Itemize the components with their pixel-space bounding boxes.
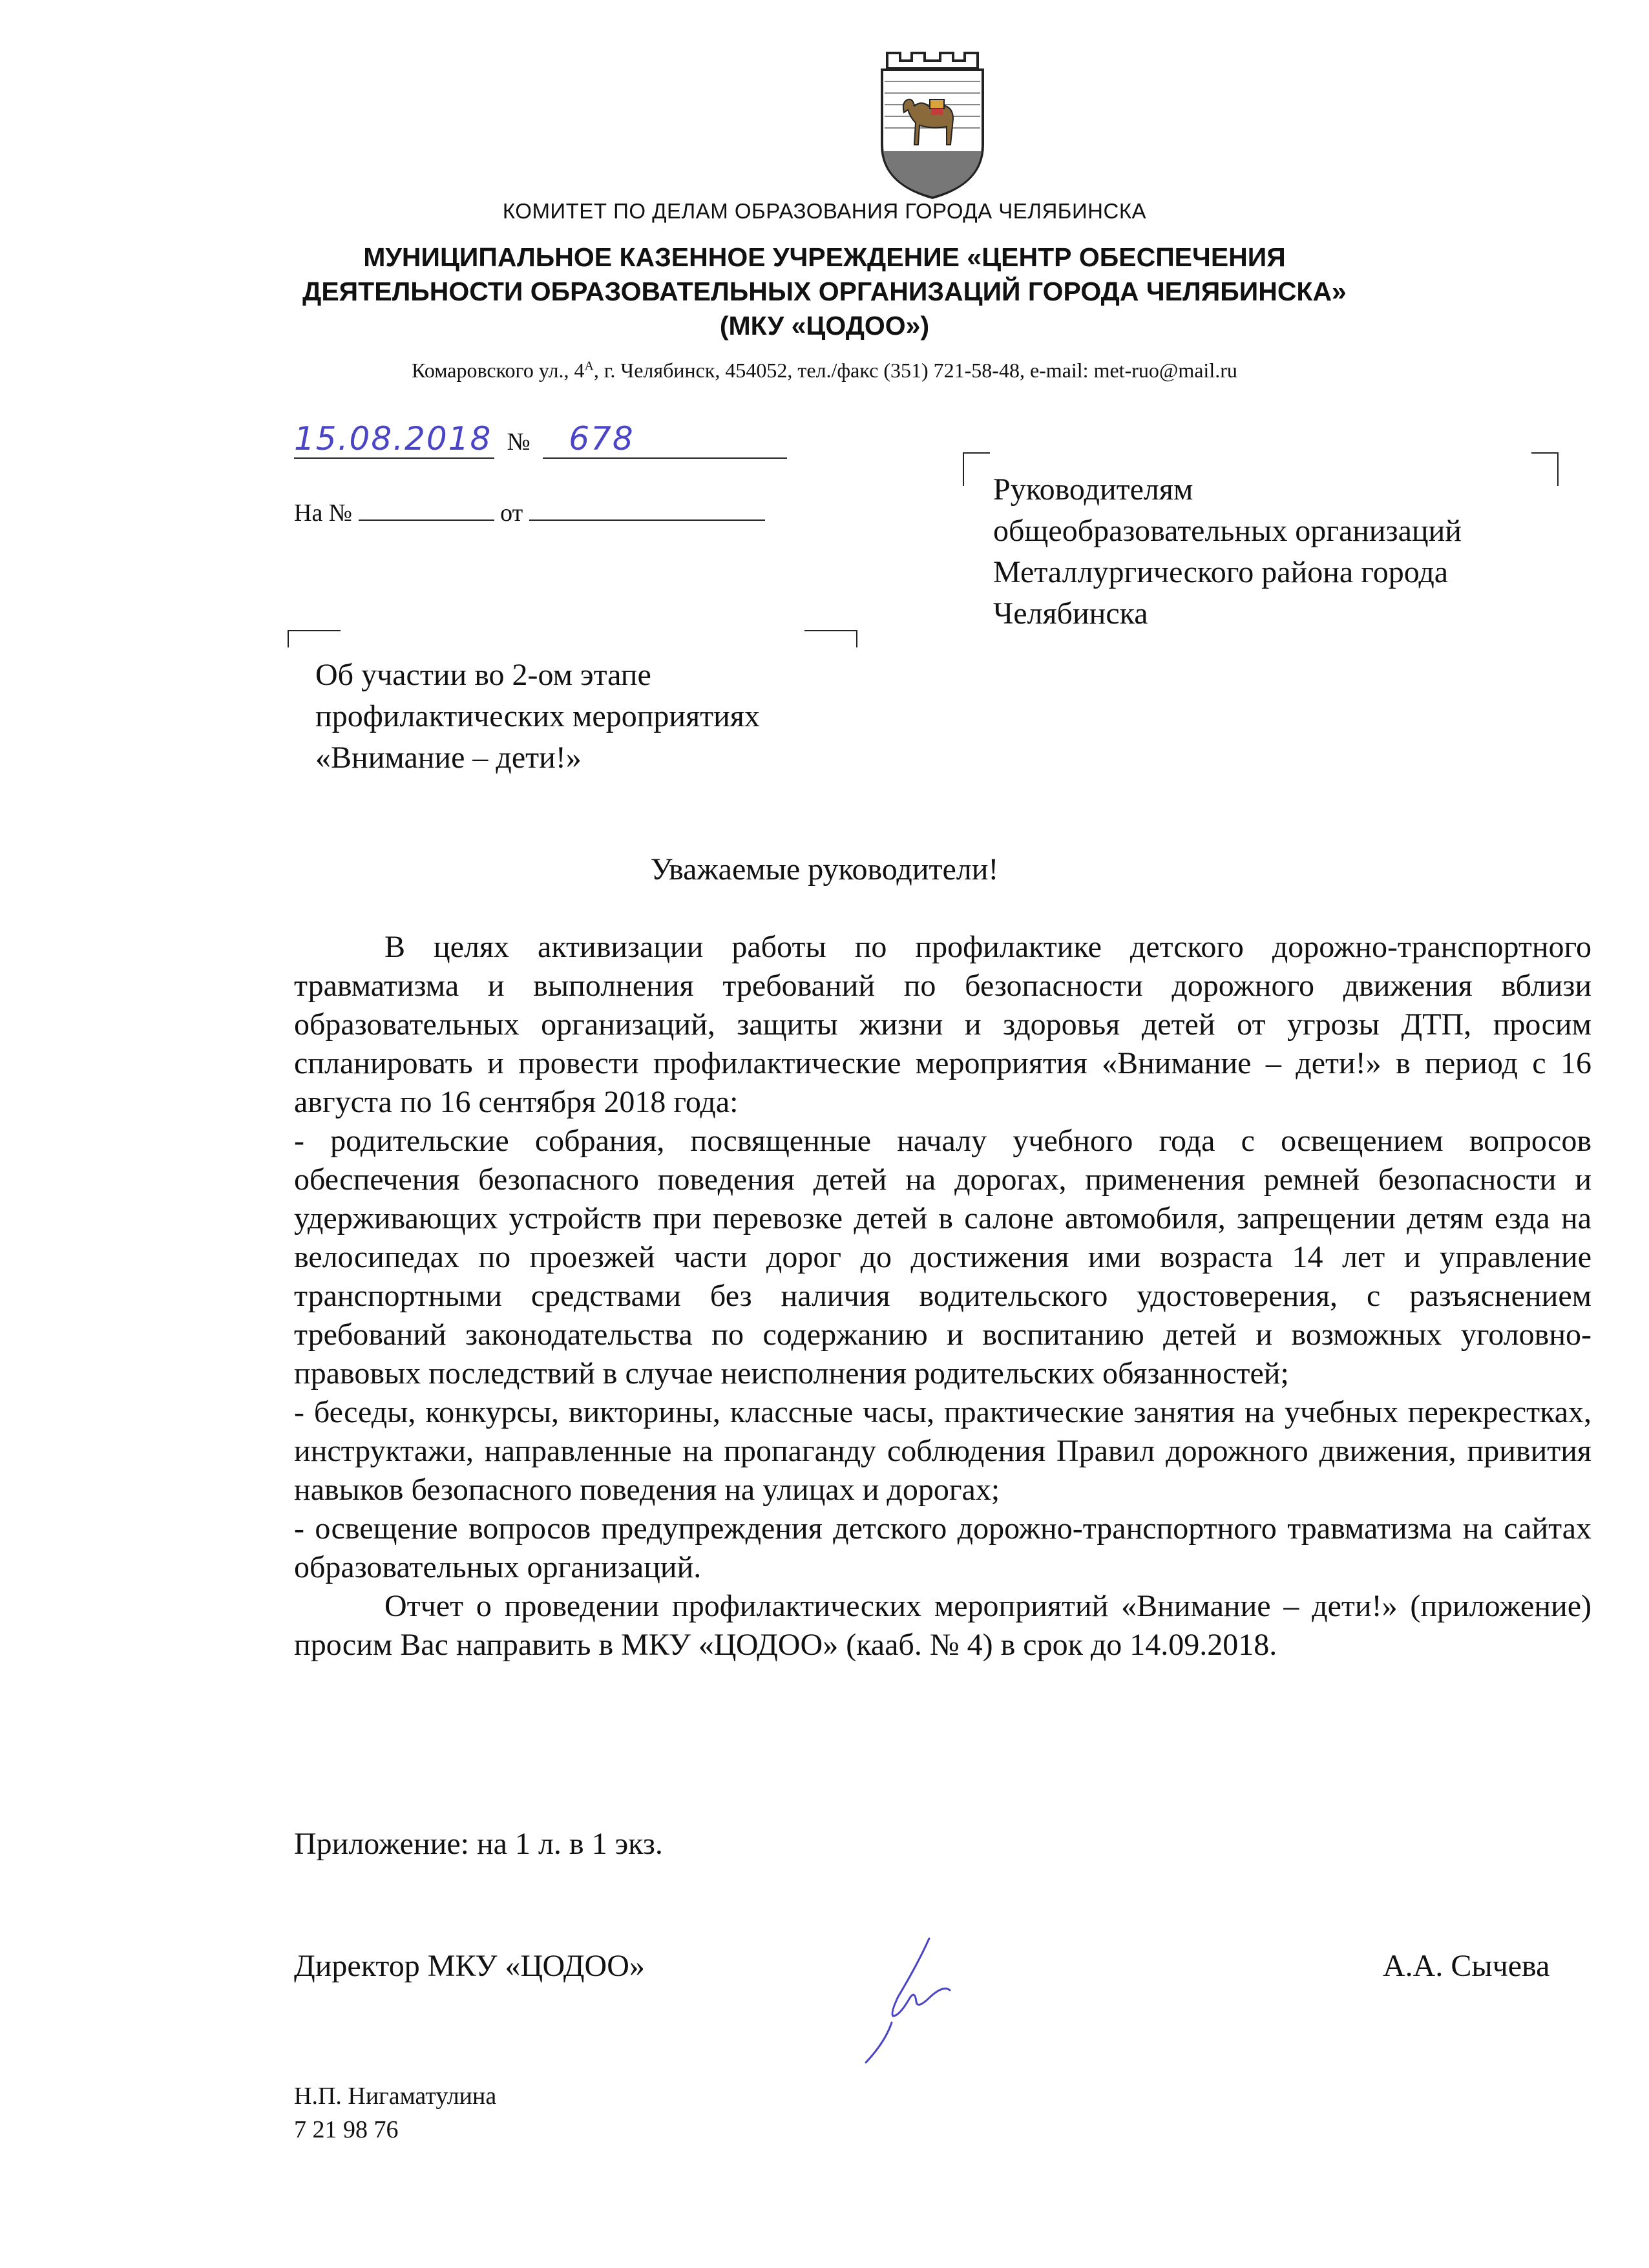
subject-line2: профилактических мероприятиях <box>315 699 760 733</box>
director-name: А.А. Сычева <box>1383 1949 1550 1983</box>
body-paragraph-1: В целях активизации работы по профилактике детского дорожно-транспортного травматизма и выполнения требований по безопасности дорожного движения вблизи образовательных организаций, защиты жизни и здоровья детей от угрозы ДТП, просим спланировать и провести профилактические мероприятия «Внимание – дети!» в период с 16 августа по 16 сентября 2018 года: <box>294 930 1591 1119</box>
body-paragraph-4: - освещение вопросов предупреждения детского дорожно-транспортного травматизма на сайтах образовательных организаций. <box>294 1511 1591 1584</box>
handwritten-signature <box>853 1926 976 2068</box>
subject-corner-right <box>804 630 857 647</box>
org-name-line3: (МКУ «ЦОДОО») <box>719 311 930 341</box>
reference-line <box>294 499 765 527</box>
attachment-note: Приложение: на 1 л. в 1 экз. <box>294 1827 663 1861</box>
executor-name: Н.П. Нигаматулина <box>294 2083 497 2110</box>
address-street: Комаровского ул., 4 <box>412 359 585 382</box>
addressee-corner-left <box>963 452 990 486</box>
letter-body <box>294 928 1591 1664</box>
executor-phone: 7 21 98 76 <box>294 2116 399 2143</box>
registration-number: 678 <box>569 420 635 457</box>
subject-line1: Об участии во 2-ом этапе <box>315 658 651 692</box>
addressee-line1: Руководителям <box>993 472 1193 507</box>
ref-from-label: от <box>500 499 523 527</box>
body-paragraph-5: Отчет о проведении профилактических мероприятий «Внимание – дети!» (приложение) просим Вас направить в МКУ «ЦОДОО» (кааб. № 4) в срок до 14.09.2018. <box>294 1589 1591 1662</box>
body-paragraph-2: - родительские собрания, посвященные началу учебного года с освещением вопросов обеспечения безопасного поведения детей на дорогах, применения ремней безопасности и удерживающих устройств при перевозке детей в салоне автомобиля, запрещении детям езда на велосипедах по проезжей части дорог до достижения ими возраста 14 лет и управление транспортными средствами без наличия водительского удостоверения, с разъяснением требований законодательства по содержанию и воспитанию детей и возможных уголовно-правовых последствий в случае неисполнения родительских обязанностей; <box>294 1124 1591 1391</box>
subject-block <box>315 655 760 779</box>
addressee-line2: общеобразовательных организаций <box>993 514 1462 548</box>
registration-date: 15.08.2018 <box>294 420 492 457</box>
subject-corner-left <box>288 630 341 647</box>
org-name-line1: МУНИЦИПАЛЬНОЕ КАЗЕННОЕ УЧРЕЖДЕНИЕ «ЦЕНТР ОБЕСПЕЧЕНИЯ <box>363 242 1286 272</box>
address-rest: , г. Челябинск, 454052, тел./факс (351) 721-58-48, e-mail: met-ruo@mail.ru <box>593 359 1237 382</box>
director-position: Директор МКУ «ЦОДОО» <box>294 1949 645 1983</box>
salutation: Уважаемые руководители! <box>650 852 999 887</box>
executor-block <box>294 2079 496 2147</box>
addressee-corner-right <box>1531 452 1559 486</box>
registration-line <box>294 420 787 459</box>
body-paragraph-3: - беседы, конкурсы, викторины, классные часы, практические занятия на учебных перекрестках, инструктажи, направленные на пропаганду соблюдения Правил дорожного движения, привития навыков безопасного поведения на улицах и дорогах; <box>294 1395 1591 1507</box>
addressee-block <box>993 469 1462 635</box>
org-address <box>0 359 1649 383</box>
org-name-line2: ДЕЯТЕЛЬНОСТИ ОБРАЗОВАТЕЛЬНЫХ ОРГАНИЗАЦИЙ ГОРОДА ЧЕЛЯБИНСКА» <box>302 277 1347 306</box>
address-sup: А <box>584 359 594 373</box>
number-sign: № <box>507 428 530 456</box>
subject-line3: «Внимание – дети!» <box>315 740 582 775</box>
city-emblem <box>868 48 997 203</box>
addressee-line4: Челябинска <box>993 596 1148 631</box>
ref-label: На № <box>294 499 353 527</box>
addressee-line3: Металлургического района города <box>993 555 1449 589</box>
committee-name: КОМИТЕТ ПО ДЕЛАМ ОБРАЗОВАНИЯ ГОРОДА ЧЕЛЯБИНСКА <box>502 199 1147 223</box>
